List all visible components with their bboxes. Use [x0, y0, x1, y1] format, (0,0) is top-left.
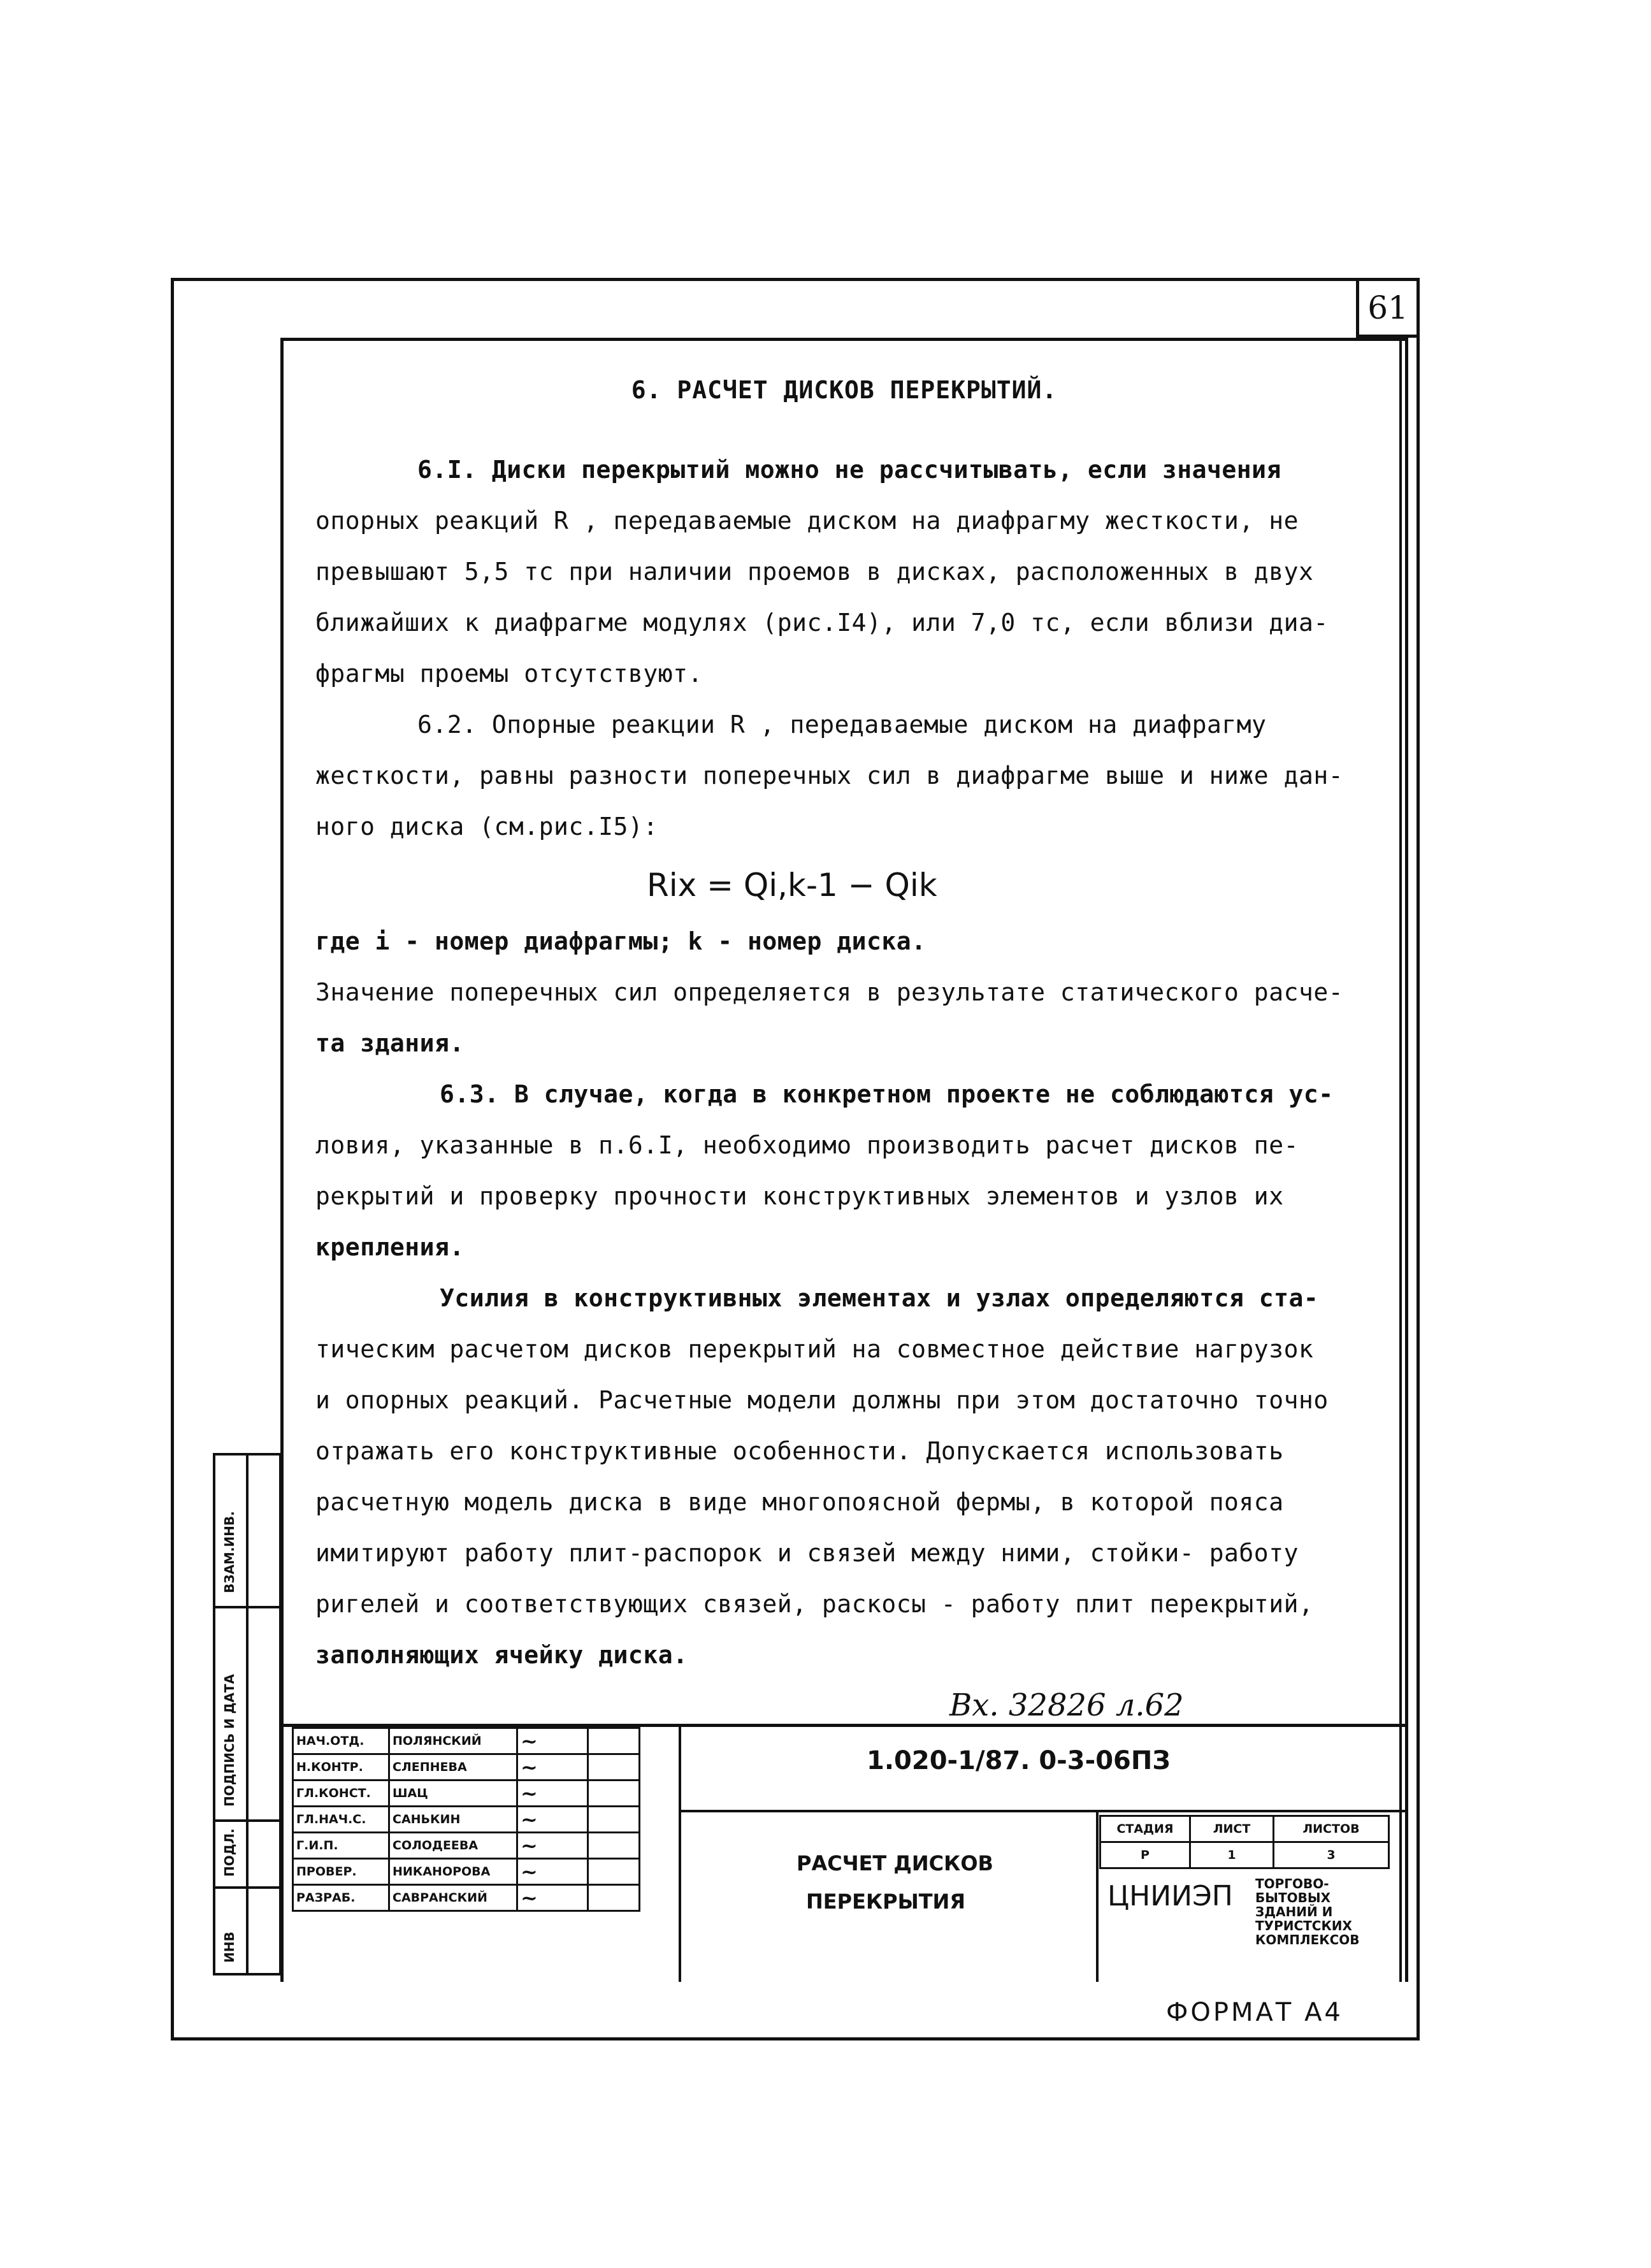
text-line: 6.3. В случае, когда в конкретном проекте не соблюдаются ус- — [440, 1080, 1334, 1108]
stamp-name: СЛЕПНЕВА — [389, 1754, 517, 1780]
section-title: 6. РАСЧЕТ ДИСКОВ ПЕРЕКРЫТИЙ. — [631, 376, 1058, 404]
stamp-signature: ~ — [517, 1833, 588, 1859]
reference-note: Вх. 32826 л.62 — [949, 1687, 1184, 1723]
stamp-signature: ~ — [517, 1885, 588, 1911]
text-line: 6.I. Диски перекрытий можно не рассчитывать, если значения — [417, 456, 1281, 484]
table-row — [293, 1754, 640, 1780]
text-line: ближайших к диафрагме модулях (рис.I4), или 7,0 тс, если вблизи диа- — [315, 609, 1329, 637]
text-line: 6.2. Опорные реакции R , передаваемые диском на диафрагму — [417, 711, 1267, 739]
stamp-signature: ~ — [517, 1754, 588, 1780]
table-row — [1100, 1816, 1389, 1842]
text-line: опорных реакций R , передаваемые диском на диафрагму жесткости, не — [315, 507, 1299, 535]
sheet-value: 1 — [1190, 1842, 1274, 1868]
text-line: ригелей и соответствующих связей, раскосы - работу плит перекрытий, — [315, 1590, 1314, 1618]
stamp-name: ШАЦ — [389, 1780, 517, 1807]
text-line: фрагмы проемы отсутствуют. — [315, 660, 703, 688]
side-label: ПОДЛ. — [222, 1828, 237, 1877]
text-line: тическим расчетом дисков перекрытий на совместное действие нагрузок — [315, 1335, 1314, 1363]
org-desc-line: ТОРГОВО- — [1255, 1876, 1329, 1891]
side-strip-divider — [246, 1453, 249, 1975]
stamp-signature: ~ — [517, 1780, 588, 1807]
side-strip-row — [213, 1819, 282, 1822]
col-sheets-header: ЛИСТОВ — [1274, 1816, 1389, 1842]
stamp-name: ПОЛЯНСКИЙ — [389, 1728, 517, 1754]
text-line: жесткости, равны разности поперечных сил в диафрагме выше и ниже дан- — [315, 762, 1344, 790]
text-line: ного диска (см.рис.I5): — [315, 813, 658, 841]
organization-desc — [1255, 1877, 1360, 1947]
stamp-name: НИКАНОРОВА — [389, 1859, 517, 1885]
sheets-value: 3 — [1274, 1842, 1389, 1868]
stamp-date — [588, 1859, 640, 1885]
stamp-divider — [679, 1724, 681, 1982]
formula: Rix = Qi,k-1 − Qik — [647, 867, 937, 904]
document-code: 1.020-1/87. 0-3-06ПЗ — [867, 1746, 1171, 1775]
stamp-date — [588, 1885, 640, 1911]
stamp-date — [588, 1807, 640, 1833]
stamp-name: САНЬКИН — [389, 1807, 517, 1833]
stamp-date — [588, 1754, 640, 1780]
table-row — [293, 1833, 640, 1859]
side-label: ПОДПИСЬ И ДАТА — [222, 1673, 237, 1807]
stamp-name: СОЛОДЕЕВА — [389, 1833, 517, 1859]
org-desc-line: ТУРИСТСКИХ — [1255, 1918, 1352, 1933]
table-row — [293, 1728, 640, 1754]
table-row — [293, 1780, 640, 1807]
stamp-role: Н.КОНТР. — [293, 1754, 389, 1780]
stamp-name: САВРАНСКИЙ — [389, 1885, 517, 1911]
col-sheet-header: ЛИСТ — [1190, 1816, 1274, 1842]
text-line: рекрытий и проверку прочности конструктивных элементов и узлов их — [315, 1182, 1284, 1210]
format-label: ФОРМАТ А4 — [1166, 1998, 1343, 2027]
table-row — [293, 1807, 640, 1833]
org-desc-line: КОМПЛЕКСОВ — [1255, 1932, 1360, 1947]
text-line: Усилия в конструктивных элементах и узлах определяются ста- — [440, 1284, 1319, 1312]
side-label: ИНВ — [222, 1932, 237, 1963]
stamp-role: ГЛ.КОНСТ. — [293, 1780, 389, 1807]
page-number: 61 — [1356, 278, 1420, 338]
organization-name: ЦНИИЭП — [1107, 1880, 1233, 1912]
text-line: превышают 5,5 тс при наличии проемов в дисках, расположенных в двух — [315, 558, 1314, 586]
stamp-signature: ~ — [517, 1807, 588, 1833]
stamp-signature: ~ — [517, 1859, 588, 1885]
text-line: и опорных реакций. Расчетные модели должны при этом достаточно точно — [315, 1386, 1329, 1414]
text-line: крепления. — [315, 1233, 465, 1261]
text-line: имитируют работу плит-распорок и связей между ними, стойки- работу — [315, 1539, 1299, 1567]
stamp-divider — [1096, 1810, 1099, 1982]
text-line: расчетную модель диска в виде многопоясной фермы, в которой пояса — [315, 1488, 1284, 1516]
sheet-info-table — [1099, 1815, 1390, 1869]
text-line: заполняющих ячейку диска. — [315, 1641, 688, 1669]
stamp-divider — [679, 1810, 1408, 1812]
side-strip-row — [213, 1886, 282, 1889]
side-label: ВЗАМ.ИНВ. — [222, 1511, 237, 1593]
col-stage-header: СТАДИЯ — [1100, 1816, 1190, 1842]
side-strip-row — [213, 1606, 282, 1608]
where-line: где i - номер диафрагмы; k - номер диска. — [315, 927, 926, 955]
sheet-title: РАСЧЕТ ДИСКОВ — [797, 1851, 993, 1875]
stamp-roles-table — [292, 1727, 640, 1912]
stamp-role: Г.И.П. — [293, 1833, 389, 1859]
stamp-role: ГЛ.НАЧ.С. — [293, 1807, 389, 1833]
stamp-role: РАЗРАБ. — [293, 1885, 389, 1911]
text-line: отражать его конструктивные особенности. Допускается использовать — [315, 1437, 1284, 1465]
stamp-signature: ~ — [517, 1728, 588, 1754]
org-desc-line: ЗДАНИЙ И — [1255, 1904, 1333, 1919]
text-line: та здания. — [315, 1029, 465, 1057]
stamp-date — [588, 1780, 640, 1807]
sheet-title: ПЕРЕКРЫТИЯ — [806, 1889, 965, 1914]
text-line: ловия, указанные в п.6.I, необходимо производить расчет дисков пе- — [315, 1131, 1299, 1159]
table-row — [293, 1859, 640, 1885]
org-desc-line: БЫТОВЫХ — [1255, 1890, 1330, 1905]
text-line: Значение поперечных сил определяется в результате статического расче- — [315, 978, 1344, 1006]
stamp-role: НАЧ.ОТД. — [293, 1728, 389, 1754]
stamp-role: ПРОВЕР. — [293, 1859, 389, 1885]
stamp-date — [588, 1728, 640, 1754]
table-row — [1100, 1842, 1389, 1868]
stage-value: Р — [1100, 1842, 1190, 1868]
table-row — [293, 1885, 640, 1911]
stamp-date — [588, 1833, 640, 1859]
